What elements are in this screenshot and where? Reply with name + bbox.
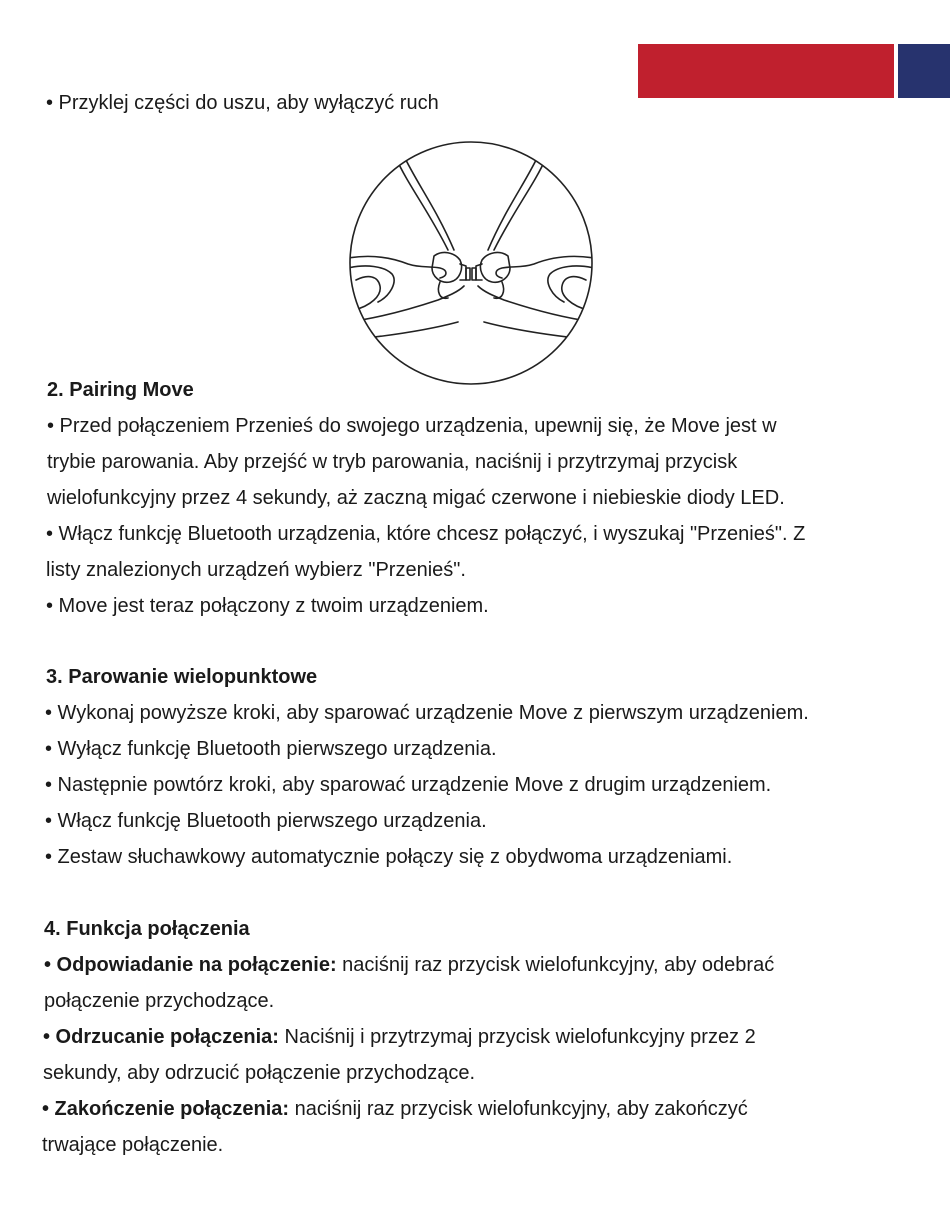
corner-accent-red	[638, 44, 894, 98]
section-2-line-4: • Włącz funkcję Bluetooth urządzenia, które chcesz połączyć, i wyszukaj "Przenieś". Z	[46, 523, 806, 545]
corner-accent-blue	[898, 44, 950, 98]
end-call-item	[42, 1096, 748, 1122]
end-call-label: • Zakończenie połączenia:	[42, 1098, 290, 1120]
reject-call-continuation: sekundy, aby odrzucić połączenie przychodzące.	[43, 1062, 476, 1084]
section-2-line-1: • Przed połączeniem Przenieś do swojego urządzenia, upewnij się, że Move jest w	[47, 415, 777, 437]
answer-call-label: • Odpowiadanie na połączenie:	[44, 954, 337, 976]
reject-call-item	[43, 1024, 756, 1050]
section-3-line-1: • Wykonaj powyższe kroki, aby sparować urządzenie Move z pierwszym urządzeniem.	[45, 702, 809, 724]
end-call-text: naciśnij raz przycisk wielofunkcyjny, aby zakończyć	[289, 1098, 748, 1120]
section-2-title: 2. Pairing Move	[47, 379, 194, 401]
section-3-line-3: • Następnie powtórz kroki, aby sparować urządzenie Move z drugim urządzeniem.	[45, 774, 772, 796]
section-3-line-4: • Włącz funkcję Bluetooth pierwszego urządzenia.	[45, 810, 487, 832]
answer-call-item	[44, 952, 774, 978]
intro-stick-parts: • Przyklej części do uszu, aby wyłączyć ruch	[46, 92, 439, 114]
reject-call-label: • Odrzucanie połączenia:	[43, 1026, 279, 1048]
section-3-line-2: • Wyłącz funkcję Bluetooth pierwszego urządzenia.	[45, 738, 497, 760]
section-2-line-5: listy znalezionych urządzeń wybierz "Przenieś".	[46, 559, 466, 581]
section-3-line-5: • Zestaw słuchawkowy automatycznie połączy się z obydwoma urządzeniami.	[45, 846, 733, 868]
reject-call-text: Naciśnij i przytrzymaj przycisk wielofunkcyjny przez 2	[278, 1026, 756, 1048]
section-2-line-2: trybie parowania. Aby przejść w tryb parowania, naciśnij i przytrzymaj przycisk	[47, 451, 738, 473]
earbuds-magnet-illustration	[348, 140, 594, 386]
section-3-title: 3. Parowanie wielopunktowe	[46, 666, 318, 688]
section-2-line-6: • Move jest teraz połączony z twoim urządzeniem.	[46, 595, 489, 617]
end-call-continuation: trwające połączenie.	[42, 1134, 224, 1156]
answer-call-continuation: połączenie przychodzące.	[44, 990, 275, 1012]
answer-call-text: naciśnij raz przycisk wielofunkcyjny, aby odebrać	[336, 954, 775, 976]
section-4-title: 4. Funkcja połączenia	[44, 918, 250, 940]
section-2-line-3: wielofunkcyjny przez 4 sekundy, aż zaczną migać czerwone i niebieskie diody LED.	[47, 487, 785, 509]
